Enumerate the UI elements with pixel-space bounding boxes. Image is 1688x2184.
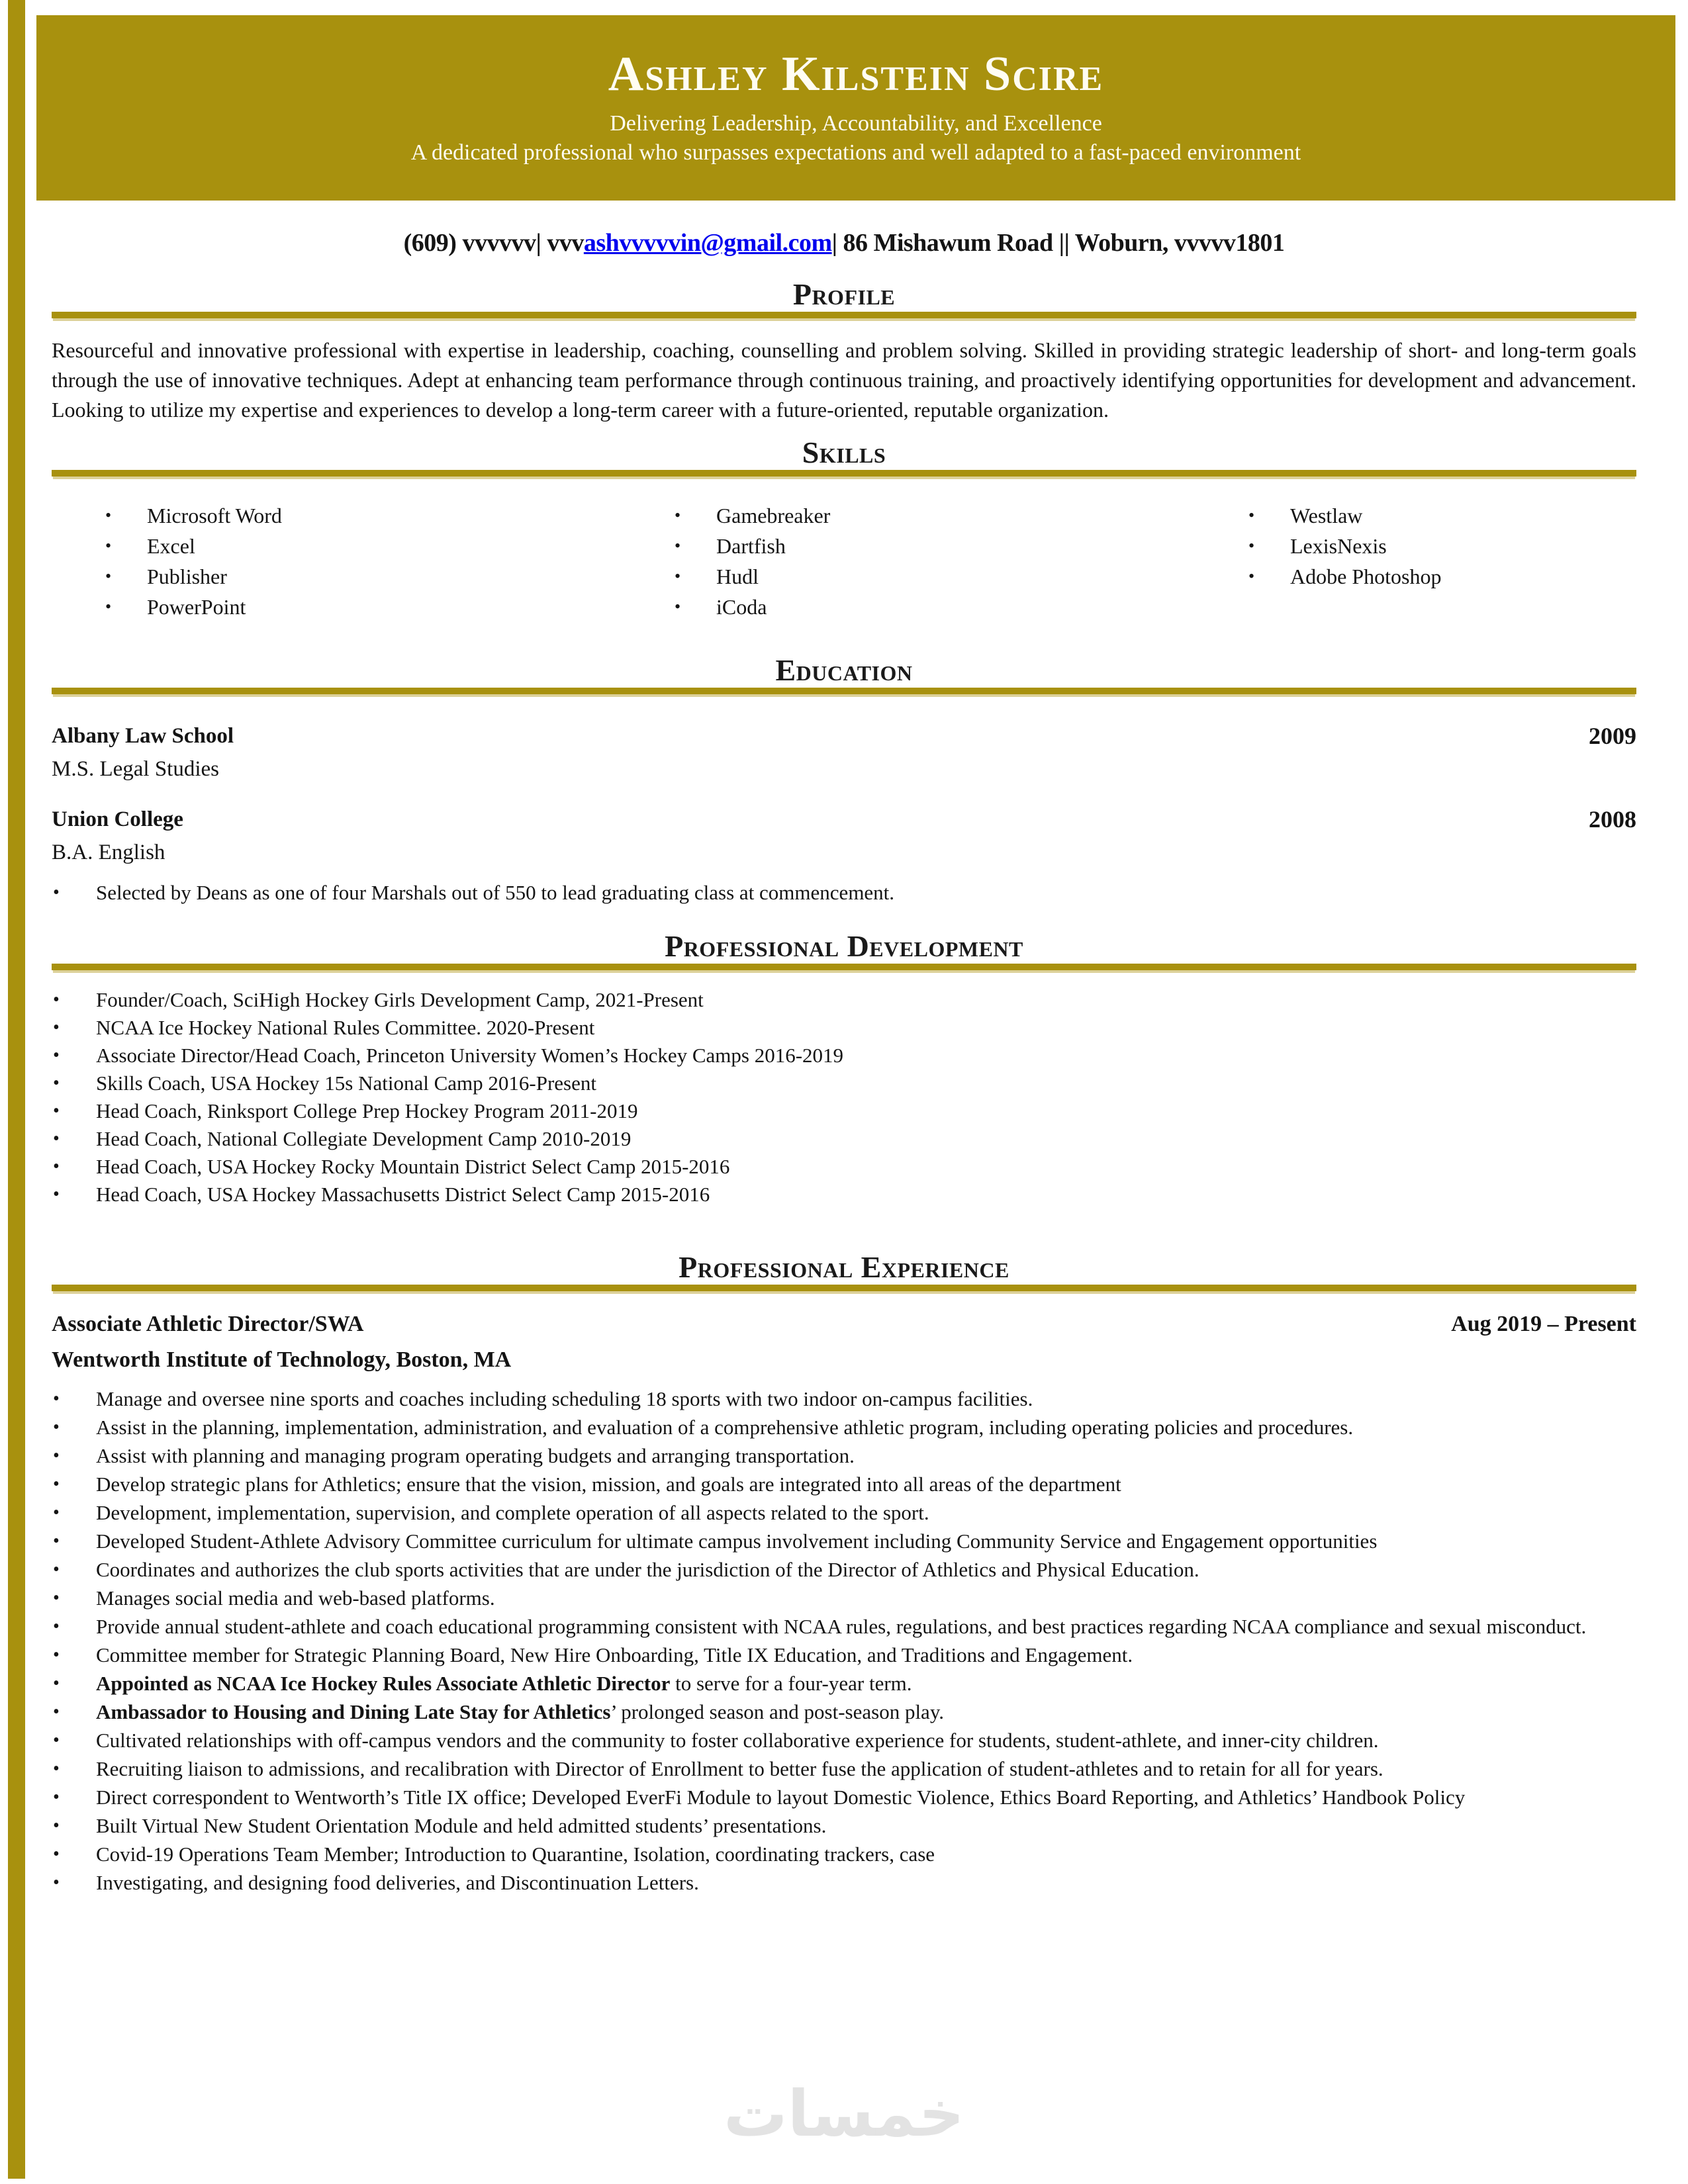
development-list [52, 986, 1636, 1208]
degree: M.S. Legal Studies [52, 757, 219, 781]
bullet-text: Recruiting liaison to admissions, and recalibration with Director of Enrollment to better fuse the application of student-athletes and to retain for all for years. [96, 1757, 1383, 1780]
section-title-profile: Profile [792, 277, 896, 311]
experience-list [52, 1385, 1636, 1897]
experience-bullet [52, 1555, 1636, 1584]
bullet-text: Direct correspondent to Wentworth’s Title IX office; Developed EverFi Module to layout Domestic Violence, Ethics Board Reporting, and Athletics’ Handbook Policy [96, 1786, 1466, 1809]
skills-columns [52, 500, 1636, 622]
left-accent-bar [8, 0, 25, 2179]
experience-bullet [52, 1840, 1636, 1868]
skill-item: • Westlaw [1244, 500, 1636, 531]
experience-bullet [52, 1470, 1636, 1498]
bullet-text: Cultivated relationships with off-campus vendors and the community to foster collaborative experience for students, student-athlete, and inner-city children. [96, 1729, 1379, 1752]
employer: Wentworth Institute of Technology, Boston, MA [52, 1347, 512, 1372]
bullet-text: Assist in the planning, implementation, administration, and evaluation of a comprehensive athletic program, including operating policies and procedures. [96, 1416, 1354, 1439]
bullet-text: Coordinates and authorizes the club sports activities that are under the jurisdiction of the Director of Athletics and Physical Education. [96, 1558, 1199, 1581]
job-dates: Aug 2019 – Present [1451, 1312, 1636, 1336]
development-item: • Associate Director/Head Coach, Princeton University Women’s Hockey Camps 2016-2019 [52, 1042, 1636, 1069]
experience-bullet [52, 1385, 1636, 1413]
bullet-text: to serve for a four-year term. [670, 1672, 912, 1695]
experience-bullet [52, 1441, 1636, 1470]
bullet-text: Investigating, and designing food deliveries, and Discontinuation Letters. [96, 1871, 699, 1894]
skill-item: • Microsoft Word [101, 500, 621, 531]
resume-body [52, 227, 1636, 1897]
section-divider-skills [52, 470, 1636, 477]
experience-bullet [52, 1413, 1636, 1441]
experience-bullet [52, 1754, 1636, 1783]
section-title-skills: Skills [802, 435, 886, 469]
development-item: • Head Coach, USA Hockey Rocky Mountain District Select Camp 2015-2016 [52, 1153, 1636, 1181]
development-item: • Founder/Coach, SciHigh Hockey Girls Development Camp, 2021-Present [52, 986, 1636, 1014]
section-title-education: Education [775, 653, 913, 687]
development-item: • Head Coach, USA Hockey Massachusetts District Select Camp 2015-2016 [52, 1181, 1636, 1208]
section-divider-profile [52, 312, 1636, 318]
bullet-text: ’ prolonged season and post-season play. [610, 1700, 945, 1723]
development-item: • Head Coach, Rinksport College Prep Hockey Program 2011-2019 [52, 1097, 1636, 1125]
skill-item: • Excel [101, 531, 621, 561]
experience-bullet [52, 1584, 1636, 1612]
contact-address: | 86 Mishawum Road || Woburn, vvvvv1801 [831, 229, 1285, 257]
skill-item: • Dartfish [671, 531, 1195, 561]
development-item: • Head Coach, National Collegiate Development Camp 2010-2019 [52, 1125, 1636, 1153]
education-entry [52, 803, 1636, 836]
experience-bullet [52, 1527, 1636, 1555]
header-banner [36, 15, 1675, 201]
degree: B.A. English [52, 841, 165, 864]
candidate-name: Ashley Kilstein Scire [608, 47, 1104, 101]
header-tagline-1: Delivering Leadership, Accountability, and Excellence [610, 111, 1102, 136]
experience-bullet [52, 1811, 1636, 1840]
section-divider-experience [52, 1285, 1636, 1291]
experience-bullet [52, 1498, 1636, 1527]
job-title: Associate Athletic Director/SWA [52, 1312, 364, 1336]
section-title-development: Professional Development [665, 929, 1023, 963]
development-item: • NCAA Ice Hockey National Rules Committee. 2020-Present [52, 1014, 1636, 1042]
bullet-bold-lead: Ambassador to Housing and Dining Late Stay for Athletics [96, 1700, 611, 1723]
bullet-text: Provide annual student-athlete and coach educational programming consistent with NCAA rules, regulations, and best practices regarding NCAA compliance and sexual misconduct. [96, 1615, 1587, 1638]
bullet-bold-lead: Appointed as NCAA Ice Hockey Rules Associate Athletic Director [96, 1672, 671, 1695]
bullet-text: Develop strategic plans for Athletics; ensure that the vision, mission, and goals are integrated into all areas of the department [96, 1473, 1121, 1496]
education-bullet: • Selected by Deans as one of four Marshals out of 550 to lead graduating class at commencement. [52, 878, 1636, 907]
bullet-text: Development, implementation, supervision, and complete operation of all aspects related to the sport. [96, 1501, 929, 1524]
bullet-text: Covid-19 Operations Team Member; Introduction to Quarantine, Isolation, coordinating trackers, case [96, 1843, 935, 1866]
education-entry [52, 719, 1636, 752]
school-name: Union College [52, 807, 183, 831]
experience-bullet [52, 1698, 1636, 1726]
graduation-year: 2008 [1589, 806, 1636, 833]
contact-phone: (609) vvvvvv| vvv [403, 229, 584, 257]
skills-column-2 [621, 500, 1195, 622]
skill-item: • Adobe Photoshop [1244, 561, 1636, 592]
bullet-text: Developed Student-Athlete Advisory Committee curriculum for ultimate campus involvement including Community Service and Engagement opportunities [96, 1529, 1378, 1553]
profile-paragraph: Resourceful and innovative professional with expertise in leadership, coaching, counselling and problem solving. Skilled in providing strategic leadership of short- and long-term goals through the use of innovative techniques. Adept at enhancing team performance through continuous training, and proactively identifying opportunities for development and advancement. Looking to utilize my expertise and experiences to develop a long-term career with a future-oriented, reputable organization. [52, 338, 1636, 422]
skill-item: • Gamebreaker [671, 500, 1195, 531]
header-tagline-2: A dedicated professional who surpasses expectations and well adapted to a fast-paced environment [410, 140, 1301, 165]
contact-line [52, 227, 1636, 259]
email-link[interactable]: ashvvvvvin@gmail.com [583, 229, 832, 257]
bullet-text: Assist with planning and managing program operating budgets and arranging transportation. [96, 1444, 855, 1467]
graduation-year: 2009 [1589, 723, 1636, 749]
khamsat-watermark: خمسات [724, 2077, 964, 2151]
bullet-text: Committee member for Strategic Planning Board, New Hire Onboarding, Title IX Education, and Traditions and Engagement. [96, 1643, 1133, 1666]
skill-item: • Hudl [671, 561, 1195, 592]
education-block [52, 719, 1636, 907]
skills-column-3 [1195, 500, 1636, 622]
section-title-experience: Professional Experience [679, 1250, 1009, 1284]
section-divider-development [52, 964, 1636, 970]
school-name: Albany Law School [52, 724, 234, 748]
section-divider-education [52, 688, 1636, 694]
bullet-text: Manages social media and web-based platforms. [96, 1586, 495, 1610]
experience-bullet [52, 1612, 1636, 1641]
experience-bullet [52, 1641, 1636, 1669]
experience-bullet [52, 1783, 1636, 1811]
experience-bullet [52, 1669, 1636, 1698]
bullet-text: Built Virtual New Student Orientation Module and held admitted students’ presentations. [96, 1814, 827, 1837]
education-bullets [52, 878, 1636, 907]
bullet-text: Manage and oversee nine sports and coaches including scheduling 18 sports with two indoor on-campus facilities. [96, 1387, 1033, 1410]
skills-column-1 [52, 500, 621, 622]
experience-bullet [52, 1868, 1636, 1897]
experience-role-row [52, 1309, 1636, 1340]
skill-item: • LexisNexis [1244, 531, 1636, 561]
skill-item: • iCoda [671, 592, 1195, 622]
skill-item: • PowerPoint [101, 592, 621, 622]
experience-bullet [52, 1726, 1636, 1754]
skill-item: • Publisher [101, 561, 621, 592]
development-item: • Skills Coach, USA Hockey 15s National Camp 2016-Present [52, 1069, 1636, 1097]
